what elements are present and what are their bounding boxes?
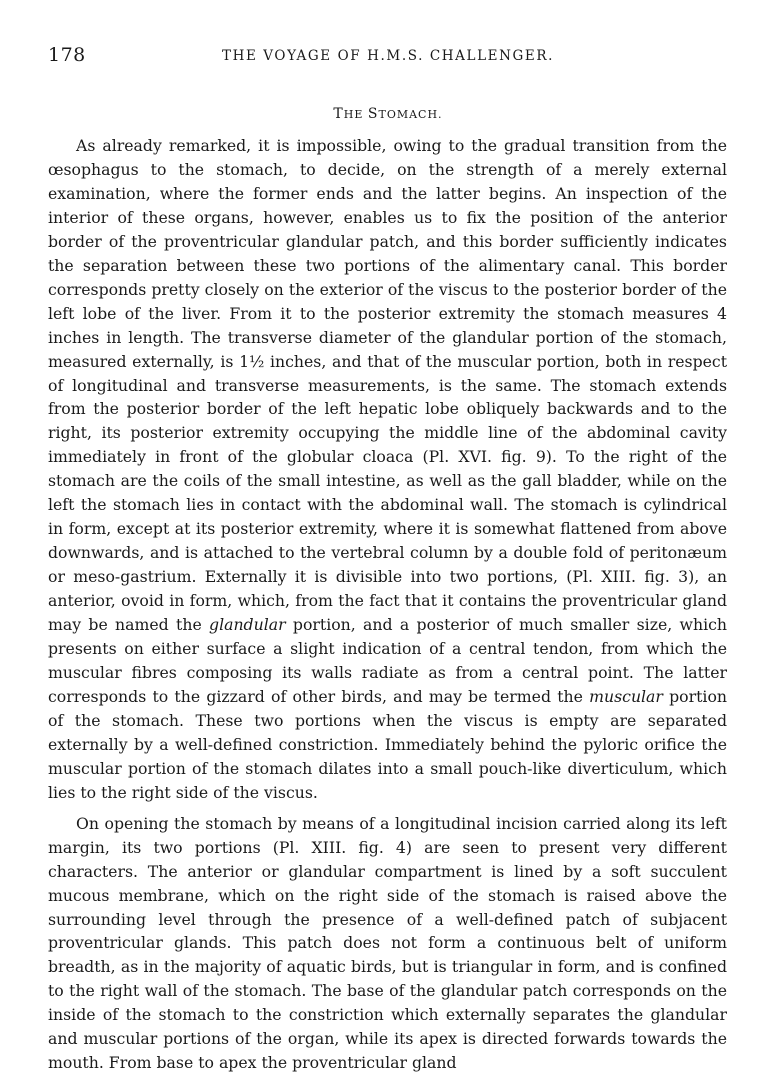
paragraph-stomach-external: [48, 134, 727, 805]
page-header: [0, 44, 776, 68]
italic-term-glandular: glandular: [209, 615, 286, 635]
section-title-smallcaps-2: TOMACH.: [378, 108, 443, 121]
body-text: [48, 134, 727, 1075]
paragraph-text: portion of the stomach. These two portions when the viscus is empty are separated externally by a well-defined constriction. Immediately behind the pyloric orifice the muscular portion of the stomach dilates into a small pouch-like diverticulum, which lies to the right side of the viscus.: [48, 686, 727, 802]
paragraph-text: portion, and a posterior of much smaller size, which presents on either surface a slight indication of a central tendon, from which the muscular fibres composing its walls radiate as from a central point. The latter corresponds to the gizzard of other birds, and may be termed the: [48, 615, 727, 706]
italic-term-muscular: muscular: [589, 686, 663, 706]
page-number: 178: [48, 44, 86, 66]
paragraph-text: On opening the stomach by means of a longitudinal incision carried along its left margin, its two portions (Pl. XIII. fig. 4) are seen to present very different characters. The anterior or glandular compartment is lined by a soft succulent mucous membrane, which on the right side of the stomach is raised above the surrounding level through the presence of a well-defined patch of subjacent proventricular glands. This patch does not form a continuous belt of uniform breadth, as in the majority of aquatic birds, but is triangular in form, and is confined to the right wall of the stomach. The base of the glandular patch corresponds on the inside of the stomach to the constriction which externally separates the glandular and muscular portions of the organ, while its apex is directed forwards towards the mouth. From base to apex the proventricular gland: [48, 813, 727, 1073]
section-title-smallcaps-1: HE: [343, 108, 368, 121]
paragraph-stomach-internal: [48, 812, 727, 1075]
paragraph-text: As already remarked, it is impossible, owing to the gradual transition from the œsophagus to the stomach, to decide, on the strength of a merely external examination, where the former ends and the latter begins. An inspection of the interior of these organs, however, enables us to fix the position of the anterior border of the proventricular glandular patch, and this border sufficiently indicates the separation between these two portions of the alimentary canal. This border corresponds pretty closely on the exterior of the viscus to the posterior border of the left lobe of the liver. From it to the posterior extremity the stomach measures 4 inches in length. The transverse diameter of the glandular portion of the stomach, measured externally, is 1½ inches, and that of the muscular portion, both in respect of longitudinal and transverse measurements, is the same. The stomach extends from the posterior border of the left hepatic lobe obliquely backwards and to the right, its posterior extremity occupying the middle line of the abdominal cavity immediately in front of the globular cloaca (Pl. XVI. fig. 9). To the right of the stomach are the coils of the small intestine, as well as the gall bladder, while on the left the stomach lies in contact with the abdominal wall. The stomach is cylindrical in form, except at its posterior extremity, where it is somewhat flattened from above downwards, and is attached to the vertebral column by a double fold of peritonæum or meso-gastrium. Externally it is divisible into two portions, (Pl. XIII. fig. 3), an anterior, ovoid in form, which, from the fact that it contains the proventricular gland may be named the: [48, 136, 727, 635]
section-title-initial: T: [333, 106, 344, 122]
section-title-initial-2: S: [367, 106, 379, 122]
section-title: [0, 106, 776, 122]
running-head: THE VOYAGE OF H.M.S. CHALLENGER.: [221, 48, 555, 64]
